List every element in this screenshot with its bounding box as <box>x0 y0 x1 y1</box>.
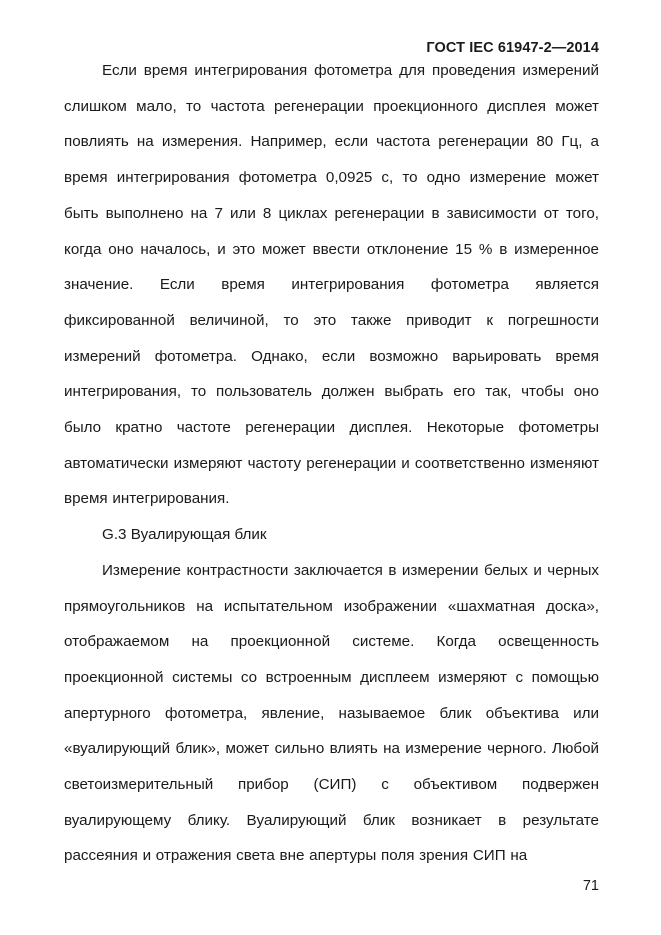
paragraph-veiling-glare: Измерение контрастности заключается в измерении белых и черных прямоугольников на испытательном изображении «шахматная доска», отображаемом на проекционной системе. Когда освещенность проекционной системы со встроенным дисплеем измеряют с помощью апертурного фотометра, явление, называемое блик объектива или «вуалирующий блик», может сильно влиять на измерение черного. Любой светоизмерительный прибор (СИП) с объективом подвержен вуалирующему блику. Вуалирующий блик возникает в результате рассеяния и отражения света вне апертуры поля зрения СИП на <box>64 561 599 865</box>
page-number: 71 <box>582 878 599 894</box>
document-header: ГОСТ IEC 61947-2—2014 <box>426 40 599 56</box>
page-body <box>64 53 599 874</box>
paragraph-refresh-rate: Если время интегрирования фотометра для проведения измерений слишком мало, то частота регенерации проекционного дисплея может повлиять на измерения. Например, если частота регенерации 80 Гц, а время интегрирования фотометра 0,0925 с, то одно измерение может быть выполнено на 7 или 8 циклах регенерации в зависимости от того, когда оно началось, и это может ввести отклонение 15 % в измеренное значение. Если время интегрирования фотометра является фиксированной величиной, то это также приводит к погрешности измерений фотометра. Однако, если возможно варьировать время интегрирования, то пользователь должен выбрать его так, чтобы оно было кратно частоте регенерации дисплея. Некоторые фотометры автоматически измеряют частоту регенерации и соответственно изменяют время интегрирования. <box>64 62 599 508</box>
section-heading-g3: G.3 Вуалирующая блик <box>102 526 267 544</box>
